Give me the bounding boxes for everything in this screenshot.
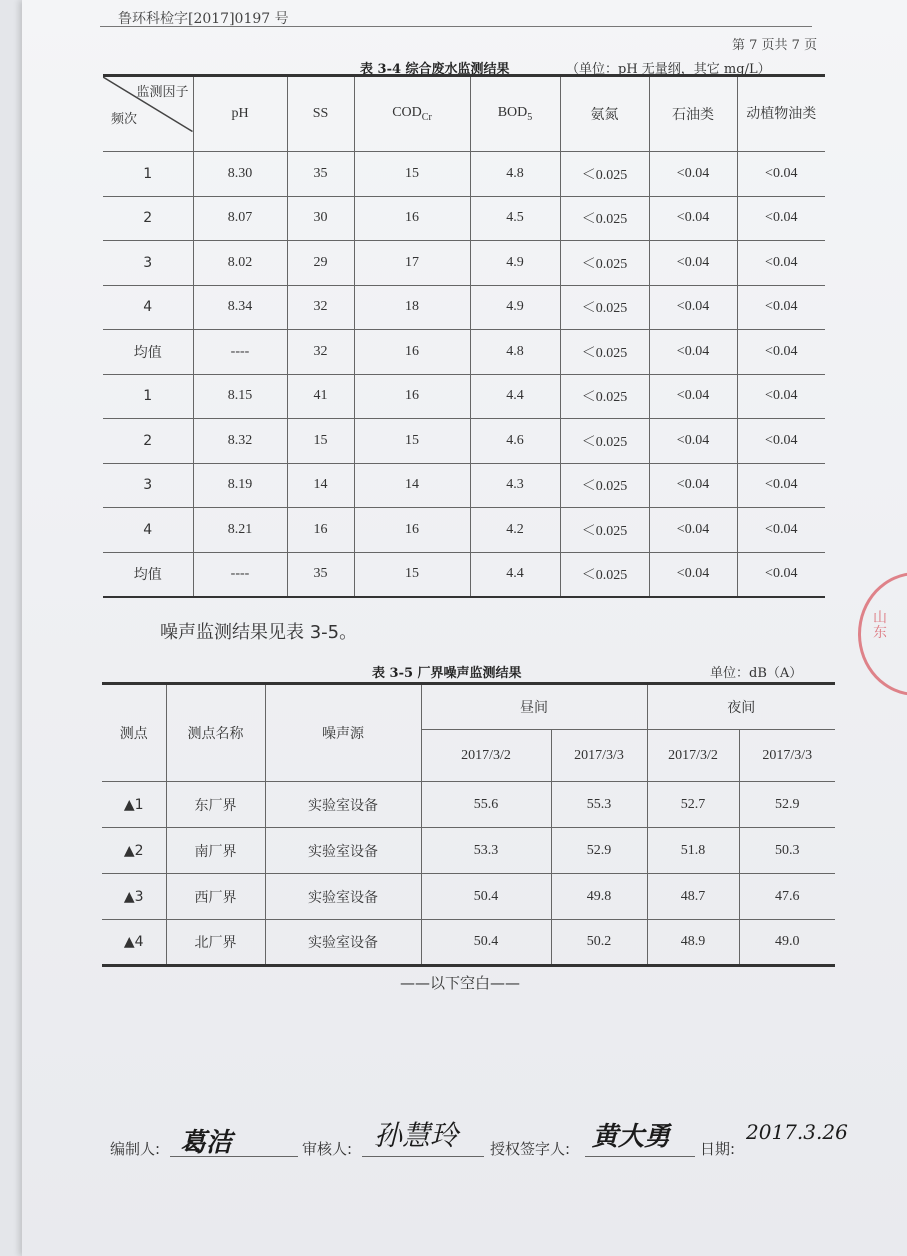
reviewed-by-line — [362, 1156, 484, 1157]
table34-row — [103, 330, 825, 375]
cell-cod: 17 — [354, 241, 470, 286]
cell-bod: 4.4 — [470, 374, 560, 419]
cell-night-1: 48.9 — [647, 920, 739, 966]
cell-day-1: 50.4 — [421, 874, 551, 920]
cell-ph: 8.15 — [193, 374, 287, 419]
cell-ss: 29 — [287, 241, 354, 286]
col-ss: SS — [287, 76, 354, 152]
cell-night-1: 51.8 — [647, 828, 739, 874]
cell-frequency: 均值 — [103, 330, 193, 375]
table35-caption: 表 3-5 厂界噪声监测结果 — [372, 666, 522, 681]
cell-petroleum: <0.04 — [649, 330, 737, 375]
cell-ss: 15 — [287, 419, 354, 464]
cell-cod: 14 — [354, 463, 470, 508]
cell-animal-plant-oil: <0.04 — [737, 196, 825, 241]
cell-noise-source: 实验室设备 — [265, 782, 421, 828]
cell-ph: 8.02 — [193, 241, 287, 286]
cell-animal-plant-oil: <0.04 — [737, 152, 825, 197]
col-point: 测点 — [102, 684, 166, 782]
cell-bod: 4.9 — [470, 285, 560, 330]
table34-header-row — [103, 76, 825, 152]
cell-bod: 4.3 — [470, 463, 560, 508]
cell-night-2: 50.3 — [739, 828, 835, 874]
table34-row — [103, 463, 825, 508]
date-day-1: 2017/3/2 — [421, 730, 551, 782]
table34-row — [103, 152, 825, 197]
cell-petroleum: <0.04 — [649, 552, 737, 597]
cell-ss: 32 — [287, 285, 354, 330]
cell-noise-source: 实验室设备 — [265, 828, 421, 874]
cell-frequency: 2 — [103, 196, 193, 241]
cell-petroleum: <0.04 — [649, 285, 737, 330]
col-cod — [354, 76, 470, 152]
cell-ammonia: ＜0.025 — [560, 419, 649, 464]
cell-ammonia: ＜0.025 — [560, 552, 649, 597]
cell-animal-plant-oil: <0.04 — [737, 419, 825, 464]
cell-point-name: 西厂界 — [166, 874, 265, 920]
date-night-2: 2017/3/3 — [739, 730, 835, 782]
col-cod-text: COD — [392, 105, 422, 121]
cell-night-2: 47.6 — [739, 874, 835, 920]
group-nighttime: 夜间 — [647, 684, 835, 730]
cell-petroleum: <0.04 — [649, 374, 737, 419]
cell-ph: ---- — [193, 552, 287, 597]
col-point-name: 测点名称 — [166, 684, 265, 782]
col-cod-subscript: Cr — [421, 111, 432, 123]
noise-results-table — [102, 682, 835, 967]
cell-animal-plant-oil: <0.04 — [737, 552, 825, 597]
table35-row — [102, 782, 835, 828]
col-animal-plant-oil: 动植物油类 — [737, 76, 825, 152]
cell-petroleum: <0.04 — [649, 152, 737, 197]
table34-row — [103, 419, 825, 464]
table35-row — [102, 920, 835, 966]
table34-row — [103, 552, 825, 597]
cell-night-2: 52.9 — [739, 782, 835, 828]
cell-ph: 8.32 — [193, 419, 287, 464]
table34-row — [103, 196, 825, 241]
cell-frequency: 3 — [103, 463, 193, 508]
date-day-2: 2017/3/3 — [551, 730, 647, 782]
cell-ammonia: ＜0.025 — [560, 463, 649, 508]
cell-frequency: 1 — [103, 152, 193, 197]
cell-ss: 16 — [287, 508, 354, 553]
cell-cod: 16 — [354, 508, 470, 553]
cell-animal-plant-oil: <0.04 — [737, 330, 825, 375]
group-daytime: 昼间 — [421, 684, 647, 730]
table35-header-row-1 — [102, 684, 835, 730]
cell-ammonia: ＜0.025 — [560, 508, 649, 553]
cell-night-1: 52.7 — [647, 782, 739, 828]
col-bod-text: BOD — [497, 105, 528, 121]
cell-petroleum: <0.04 — [649, 241, 737, 286]
blank-below-note: ——以下空白—— — [400, 974, 521, 992]
cell-point: ▲4 — [102, 920, 166, 966]
cell-ammonia: ＜0.025 — [560, 152, 649, 197]
cell-ss: 35 — [287, 552, 354, 597]
table34-row — [103, 285, 825, 330]
cell-ss: 35 — [287, 152, 354, 197]
cell-point-name: 北厂界 — [166, 920, 265, 966]
cell-cod: 16 — [354, 330, 470, 375]
header-rule — [100, 26, 812, 27]
cell-animal-plant-oil: <0.04 — [737, 241, 825, 286]
cell-frequency: 4 — [103, 285, 193, 330]
table34-row — [103, 374, 825, 419]
table35-unit: 单位：dB（A） — [710, 666, 803, 681]
col-bod-subscript: 5 — [527, 111, 533, 123]
reviewed-by-signature: 孙慧玲 — [374, 1119, 459, 1152]
cell-petroleum: <0.04 — [649, 196, 737, 241]
cell-ss: 30 — [287, 196, 354, 241]
cell-frequency: 1 — [103, 374, 193, 419]
cell-bod: 4.8 — [470, 152, 560, 197]
table34-row — [103, 508, 825, 553]
page-indicator: 第 7 页共 7 页 — [732, 38, 818, 53]
table34-row — [103, 241, 825, 286]
col-bod — [470, 76, 560, 152]
date-label: 日期: — [700, 1140, 736, 1158]
cell-day-2: 55.3 — [551, 782, 647, 828]
table35-row — [102, 874, 835, 920]
table35-row — [102, 828, 835, 874]
cell-bod: 4.4 — [470, 552, 560, 597]
cell-frequency: 3 — [103, 241, 193, 286]
prepared-by-signature: 葛洁 — [180, 1128, 233, 1158]
cell-ph: 8.21 — [193, 508, 287, 553]
cell-cod: 15 — [354, 152, 470, 197]
cell-petroleum: <0.04 — [649, 463, 737, 508]
cell-bod: 4.5 — [470, 196, 560, 241]
cell-day-2: 49.8 — [551, 874, 647, 920]
cell-point: ▲1 — [102, 782, 166, 828]
cell-bod: 4.6 — [470, 419, 560, 464]
cell-day-1: 53.3 — [421, 828, 551, 874]
corner-factor-label: 监测因子 — [136, 85, 189, 100]
cell-ph: ---- — [193, 330, 287, 375]
cell-cod: 16 — [354, 196, 470, 241]
cell-animal-plant-oil: <0.04 — [737, 508, 825, 553]
cell-point: ▲2 — [102, 828, 166, 874]
cell-point-name: 东厂界 — [166, 782, 265, 828]
authorized-signer-line — [585, 1156, 695, 1157]
cell-bod: 4.8 — [470, 330, 560, 375]
reviewed-by-label: 审核人: — [302, 1140, 353, 1158]
cell-petroleum: <0.04 — [649, 508, 737, 553]
cell-ammonia: ＜0.025 — [560, 330, 649, 375]
cell-bod: 4.9 — [470, 241, 560, 286]
cell-animal-plant-oil: <0.04 — [737, 374, 825, 419]
cell-ammonia: ＜0.025 — [560, 241, 649, 286]
table34-unit: （单位：pH 无量纲，其它 mg/L） — [566, 62, 771, 77]
corner-frequency-label: 频次 — [111, 112, 138, 127]
cell-point-name: 南厂界 — [166, 828, 265, 874]
cell-cod: 16 — [354, 374, 470, 419]
col-ph: pH — [193, 76, 287, 152]
cell-cod: 15 — [354, 552, 470, 597]
table34-caption: 表 3-4 综合废水监测结果 — [360, 62, 510, 77]
cell-ss: 32 — [287, 330, 354, 375]
cell-animal-plant-oil: <0.04 — [737, 463, 825, 508]
cell-ph: 8.07 — [193, 196, 287, 241]
prepared-by-label: 编制人: — [110, 1140, 161, 1158]
date-night-1: 2017/3/2 — [647, 730, 739, 782]
cell-ammonia: ＜0.025 — [560, 374, 649, 419]
cell-ph: 8.30 — [193, 152, 287, 197]
col-petroleum: 石油类 — [649, 76, 737, 152]
authorized-signer-label: 授权签字人: — [490, 1140, 571, 1158]
cell-cod: 15 — [354, 419, 470, 464]
cell-ammonia: ＜0.025 — [560, 196, 649, 241]
cell-day-1: 55.6 — [421, 782, 551, 828]
seal-text: 山东 — [873, 610, 887, 641]
date-handwritten: 2017.3.26 — [746, 1120, 848, 1144]
cell-day-1: 50.4 — [421, 920, 551, 966]
wastewater-results-table — [103, 74, 825, 598]
cell-day-2: 50.2 — [551, 920, 647, 966]
cell-noise-source: 实验室设备 — [265, 920, 421, 966]
cell-ph: 8.19 — [193, 463, 287, 508]
document-number: 鲁环科检字[2017]0197 号 — [118, 11, 289, 27]
cell-frequency: 4 — [103, 508, 193, 553]
cell-ss: 41 — [287, 374, 354, 419]
cell-day-2: 52.9 — [551, 828, 647, 874]
cell-night-1: 48.7 — [647, 874, 739, 920]
cell-ss: 14 — [287, 463, 354, 508]
cell-noise-source: 实验室设备 — [265, 874, 421, 920]
cell-ammonia: ＜0.025 — [560, 285, 649, 330]
col-ammonia: 氨氮 — [560, 76, 649, 152]
col-noise-source: 噪声源 — [265, 684, 421, 782]
noise-sentence: 噪声监测结果见表 3-5。 — [160, 622, 358, 643]
cell-frequency: 2 — [103, 419, 193, 464]
cell-cod: 18 — [354, 285, 470, 330]
cell-animal-plant-oil: <0.04 — [737, 285, 825, 330]
table34-corner-cell — [103, 76, 193, 152]
authorized-signer-signature: 黄大勇 — [592, 1122, 671, 1152]
cell-ph: 8.34 — [193, 285, 287, 330]
cell-night-2: 49.0 — [739, 920, 835, 966]
cell-bod: 4.2 — [470, 508, 560, 553]
cell-point: ▲3 — [102, 874, 166, 920]
cell-petroleum: <0.04 — [649, 419, 737, 464]
cell-frequency: 均值 — [103, 552, 193, 597]
